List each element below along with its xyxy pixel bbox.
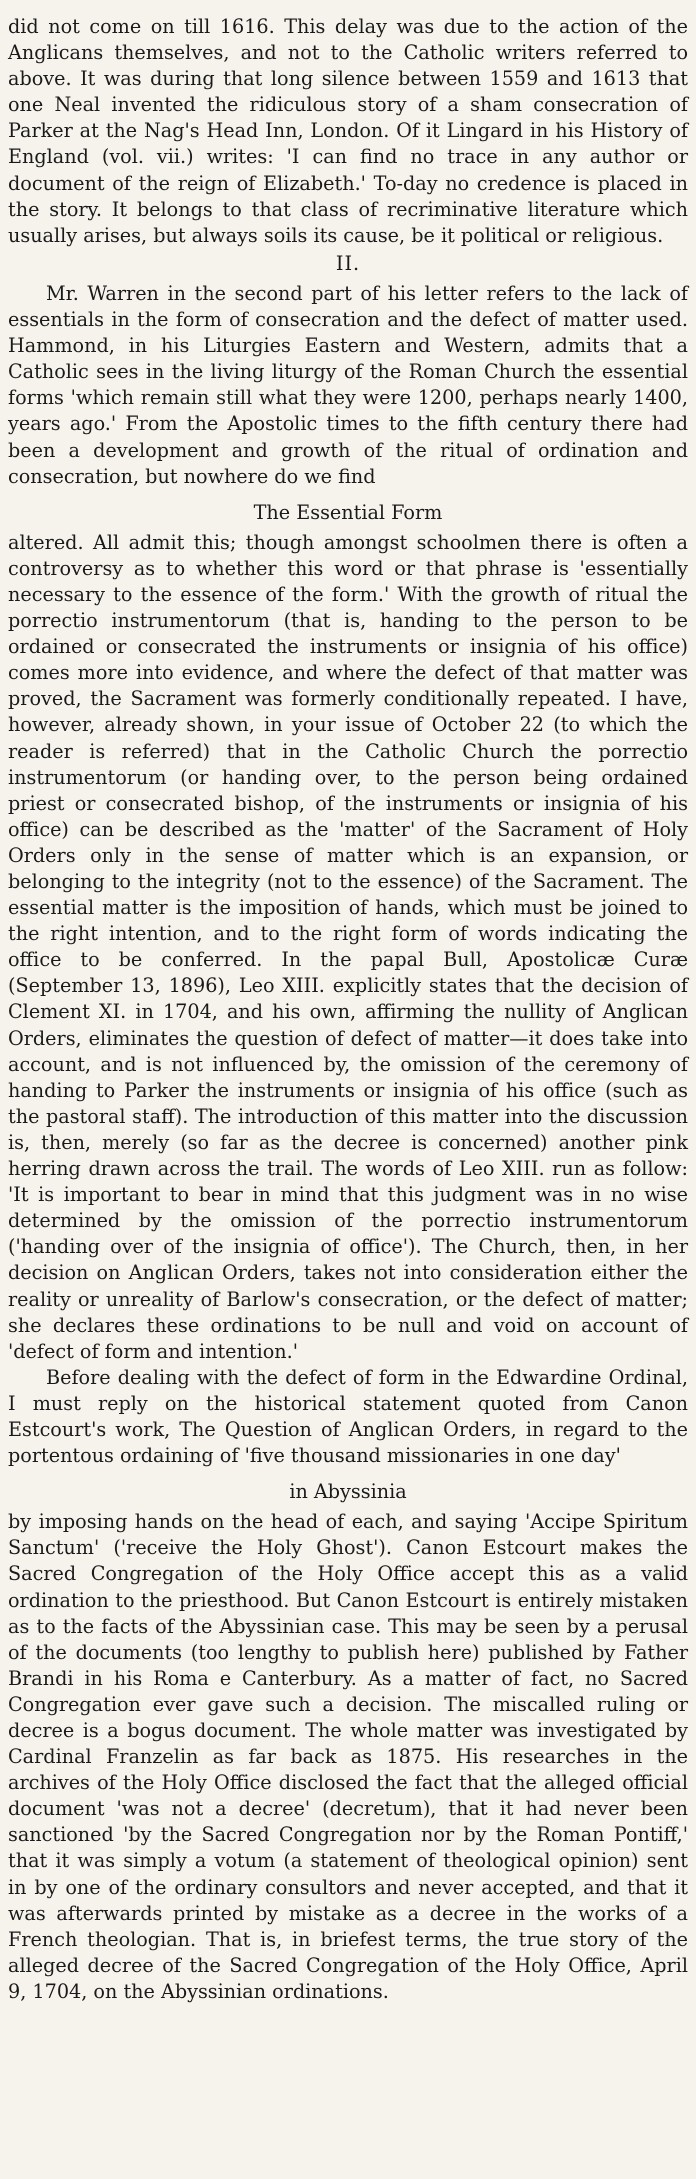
- essential-form-paragraph: altered. All admit this; though amongst schoolmen there is often a controversy as to whether this word or that phrase is 'essentially necessary to the essence of the form.' With the growth of ritual the porrectio instrumentorum (that is, handing to the person to be ordained or consecrated the instruments or insignia of his office) comes more into evidence, and where the defect of that matter was proved, the Sacrament was formerly conditionally repeated. I have, however, already shown, in your issue of October 22 (to which the reader is referred) that in the Catholic Church the porrectio instrumentorum (or handing over, to the person being ordained priest or consecrated bishop, of the instruments or insignia of his office) can be described as the 'matter' of the Sacrament of Holy Orders only in the sense of matter which is an expansion, or belonging to the integrity (not to the essence) of the Sacrament. The essential matter is the imposition of hands, which must be joined to the right intention, and to the right form of words indicating the office to be conferred. In the papal Bull, Apostolicæ Curæ (September 13, 1896), Leo XIII. explicitly states that the decision of Clement XI. in 1704, and his own, affirming the nullity of Anglican Orders, eliminates the question of defect of matter—it does take into account, and is not influenced by, the omission of the ceremony of handing to Parker the instruments or insignia of his office (such as the pastoral staff). The introduction of this matter into the discussion is, then, merely (so far as the decree is concerned) another pink herring drawn across the trail. The words of Leo XIII. run as follow: 'It is important to bear in mind that this judgment was in no wise determined by the omission of the porrectio instrumentorum ('handing over of the insignia of office'). The Church, then, in her decision on Anglican Orders, takes not into consideration either the reality or unreality of Barlow's consecration, or the defect of matter; she declares these ordinations to be null and void on account of 'defect of form and intention.': [8, 530, 688, 1363]
- heading-abyssinia: in Abyssinia: [289, 1480, 407, 1504]
- section-two-paragraph: Mr. Warren in the second part of his letter refers to the lack of essentials in the form of consecration and the defect of matter used. Hammond, in his Liturgies Eastern and Western, admits that a Catholic sees in the living liturgy of the Roman Church the essential forms 'which remain still what they were 1200, perhaps nearly 1400, years ago.' From the Apostolic times to the fifth century there had been a development and growth of the ritual of ordination and consecration, but nowhere do we find: [8, 281, 688, 488]
- opening-paragraph: did not come on till 1616. This delay was due to the action of the Anglicans themselves, and not to the Catholic writers referred to above. It was during that long silence between 1559 and 1613 that one Neal invented the ridiculous story of a sham consecration of Parker at the Nag's Head Inn, London. Of it Lingard in his History of England (vol. vii.) writes: 'I can find no trace in any author or document of the reign of Elizabeth.' To-day no credence is placed in the story. It belongs to that class of recriminative literature which usually arises, but always soils its cause, be it political or religious.: [8, 15, 688, 247]
- before-dealing-paragraph: Before dealing with the defect of form in the Edwardine Ordinal, I must reply on the historical statement quoted from Canon Estcourt's work, The Question of Anglican Orders, in regard to the portentous ordaining of 'five thousand missionaries in one day': [8, 1365, 688, 1468]
- heading-essential-form: The Essential Form: [253, 500, 443, 524]
- abyssinia-paragraph: by imposing hands on the head of each, and saying 'Accipe Spiritum Sanctum' ('receive the Holy Ghost'). Canon Estcourt makes the Sacred Congregation of the Holy Office accept this as a valid ordination to the priesthood. But Canon Estcourt is entirely mistaken as to the facts of the Abyssinian case. This may be seen by a perusal of the documents (too lengthy to publish here) published by Father Brandi in his Roma e Canterbury. As a matter of fact, no Sacred Congregation ever gave such a decision. The miscalled ruling or decree is a bogus document. The whole matter was investigated by Cardinal Franzelin as far back as 1875. His researches in the archives of the Holy Office disclosed the fact that the alleged official document 'was not a decree' (decretum), that it had never been sanctioned 'by the Sacred Congregation nor by the Roman Pontiff,' that it was simply a votum (a statement of theological opinion) sent in by one of the ordinary consultors and never accepted, and that it was afterwards printed by mistake as a decree in the works of a French theologian. That is, in briefest terms, the true story of the alleged decree of the Sacred Congregation of the Holy Office, April 9, 1704, on the Abyssinian ordinations.: [8, 1510, 688, 2003]
- section-numeral: II.: [335, 251, 361, 275]
